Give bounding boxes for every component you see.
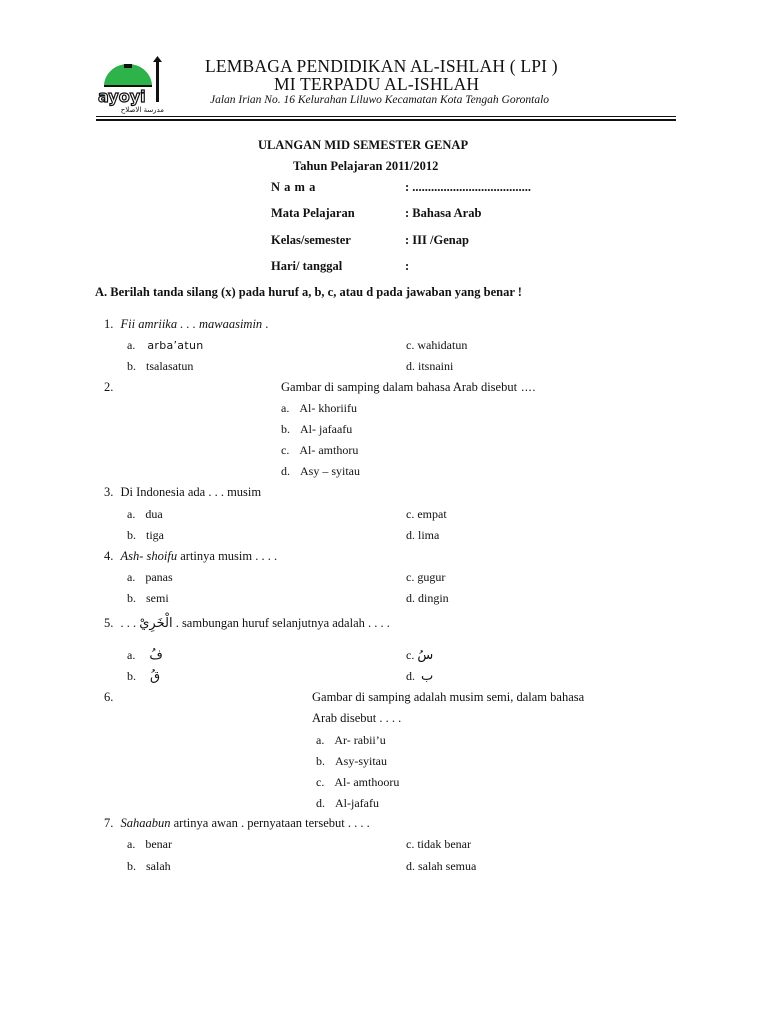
question-7 [104,816,370,831]
q6-option-c[interactable]: c. Al- amthooru [316,775,400,789]
q7-option-d[interactable]: d. salah semua [406,859,477,873]
question-text: . sambungan huruf selanjutnya adalah . . . . [172,616,390,630]
subject-value: : Bahasa Arab [405,206,482,220]
mosque-logo-icon [94,56,172,118]
question-text-italic: Fii amriika . . . mawaasimin [120,317,263,331]
school-name: MI TERPADU AL-ISHLAH [274,74,480,94]
arabic-word: الْخَرِيْ [139,616,173,631]
exam-title: ULANGAN MID SEMESTER GENAP [258,138,469,152]
q4-option-c[interactable]: c. gugur [406,570,446,584]
instruction: A. Berilah tanda silang (x) pada huruf a, b, c, atau d pada jawaban yang benar ! [95,285,522,299]
q7-option-c[interactable]: c. tidak benar [406,837,471,851]
question-number: 1. [104,317,114,331]
question-number: 3. [104,485,114,499]
header-rule-thin [96,116,676,117]
institution-name: LEMBAGA PENDIDIKAN AL-ISHLAH ( LPI ) [205,56,558,76]
question-number: 5. [104,616,114,630]
q3-option-c[interactable]: c. empat [406,507,447,521]
question-number: 7. [104,816,114,830]
q3-option-a[interactable]: a. dua [127,507,163,521]
q2-number: 2. [104,380,114,394]
q2-option-a[interactable]: a. Al- khoriifu [281,401,357,415]
exam-year: Tahun Pelajaran 2011/2012 [293,159,439,173]
subject-label: Mata Pelajaran [271,206,355,220]
question-6-line2: Arab disebut . . . . [312,711,402,725]
q5-option-d[interactable]: d. ب [406,669,434,684]
question-2: Gambar di samping dalam bahasa Arab disebut …. [281,380,536,394]
name-value[interactable]: : ...................................... [405,180,532,194]
q7-option-b[interactable]: b. salah [127,859,171,873]
class-value: : III /Genap [405,233,469,247]
q6-option-d[interactable]: d. Al-jafafu [316,796,379,810]
q1-option-c[interactable]: c. wahidatun [406,338,468,352]
school-logo [94,56,172,118]
q4-option-b[interactable]: b. semi [127,591,169,605]
question-text-italic: Ash- shoifu [120,549,178,563]
class-label: Kelas/semester [271,233,351,247]
q1-option-a[interactable]: a. arba’atun [127,338,204,352]
q5-option-b[interactable]: b. قُ [127,669,161,684]
q3-option-d[interactable]: d. lima [406,528,440,542]
day-value[interactable]: : [405,259,410,273]
q5-option-c[interactable]: c. سُ [406,648,434,663]
q4-option-d[interactable]: d. dingin [406,591,449,605]
svg-text:ayoyi: ayoyi [98,87,146,106]
q1-option-d[interactable]: d. itsnaini [406,359,454,373]
school-address: Jalan Irian No. 16 Kelurahan Liluwo Kecamatan Kota Tengah Gorontalo [210,94,550,106]
q3-option-b[interactable]: b. tiga [127,528,164,542]
question-number: 4. [104,549,114,563]
name-label: N a m a [271,180,316,194]
question-text: artinya awan . pernyataan tersebut . . . . [170,816,370,830]
header-rule-thick [96,119,676,121]
q2-option-c[interactable]: c. Al- amthoru [281,443,359,457]
question-text: Di Indonesia ada . . . musim [120,485,262,499]
question-5: 5. . . . الْخَرِيْ . sambungan huruf selanjutnya adalah . . . . [104,616,390,631]
question-4 [104,549,277,564]
q1-option-b[interactable]: b. tsalasatun [127,359,194,373]
q2-option-d[interactable]: d. Asy – syitau [281,464,360,478]
svg-text:مدرسة الاصلاح: مدرسة الاصلاح [120,106,164,114]
day-label: Hari/ tanggal [271,259,343,273]
question-text: . [262,317,269,331]
q6-option-a[interactable]: a. Ar- rabii’u [316,733,386,747]
q6-number: 6. [104,690,114,704]
question-text: artinya musim . . . . [177,549,278,563]
question-1 [104,317,268,332]
q2-option-b[interactable]: b. Al- jafaafu [281,422,353,436]
question-6-line1: Gambar di samping adalah musim semi, dalam bahasa [312,690,585,704]
question-text-italic: Sahaabun [120,816,171,830]
q6-option-b[interactable]: b. Asy-syitau [316,754,387,768]
q4-option-a[interactable]: a. panas [127,570,173,584]
q7-option-a[interactable]: a. benar [127,837,172,851]
q5-option-a[interactable]: a. فُ [127,648,163,663]
question-3 [104,485,261,500]
